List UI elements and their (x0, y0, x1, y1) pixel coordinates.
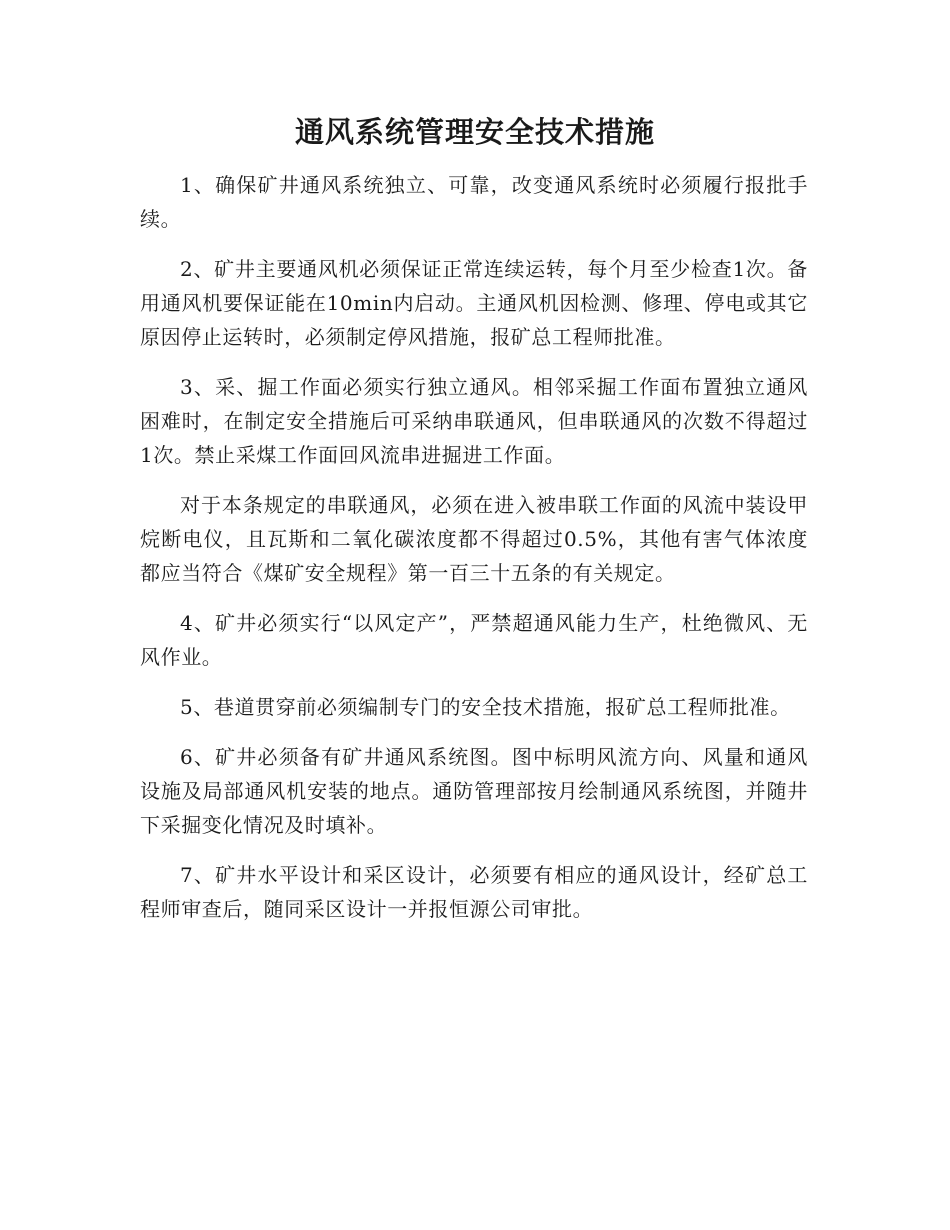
document-title: 通风系统管理安全技术措施 (294, 115, 655, 149)
paragraph-5: 5、巷道贯穿前必须编制专门的安全技术措施，报矿总工程师批准。 (180, 695, 791, 719)
paragraph-7: 7、矿井水平设计和采区设计，必须要有相应的通风设计，经矿总工程师审查后，随同采区设计一并报恒源公司审批。 (140, 863, 808, 921)
paragraph-6: 6、矿井必须备有矿井通风系统图。图中标明风流方向、风量和通风设施及局部通风机安装的地点。通防管理部按月绘制通风系统图，并随井下采掘变化情况及时填补。 (140, 745, 808, 837)
document-body (140, 168, 808, 942)
paragraph-3: 3、采、掘工作面必须实行独立通风。相邻采掘工作面布置独立通风困难时，在制定安全措施后可采纳串联通风，但串联通风的次数不得超过1次。禁止采煤工作面回风流串进掘进工作面。 (140, 375, 808, 467)
paragraph-3-supplement: 对于本条规定的串联通风，必须在进入被串联工作面的风流中装设甲烷断电仪，且瓦斯和二氧化碳浓度都不得超过0.5%，其他有害气体浓度都应当符合《煤矿安全规程》第一百三十五条的有关规定。 (140, 493, 808, 585)
paragraph-4: 4、矿井必须实行“以风定产”，严禁超通风能力生产，杜绝微风、无风作业。 (140, 611, 808, 669)
paragraph-1: 1、确保矿井通风系统独立、可靠，改变通风系统时必须履行报批手续。 (140, 173, 808, 231)
paragraph-2: 2、矿井主要通风机必须保证正常连续运转，每个月至少检查1次。备用通风机要保证能在10min内启动。主通风机因检测、修理、停电或其它原因停止运转时，必须制定停风措施，报矿总工程师批准。 (140, 257, 808, 349)
